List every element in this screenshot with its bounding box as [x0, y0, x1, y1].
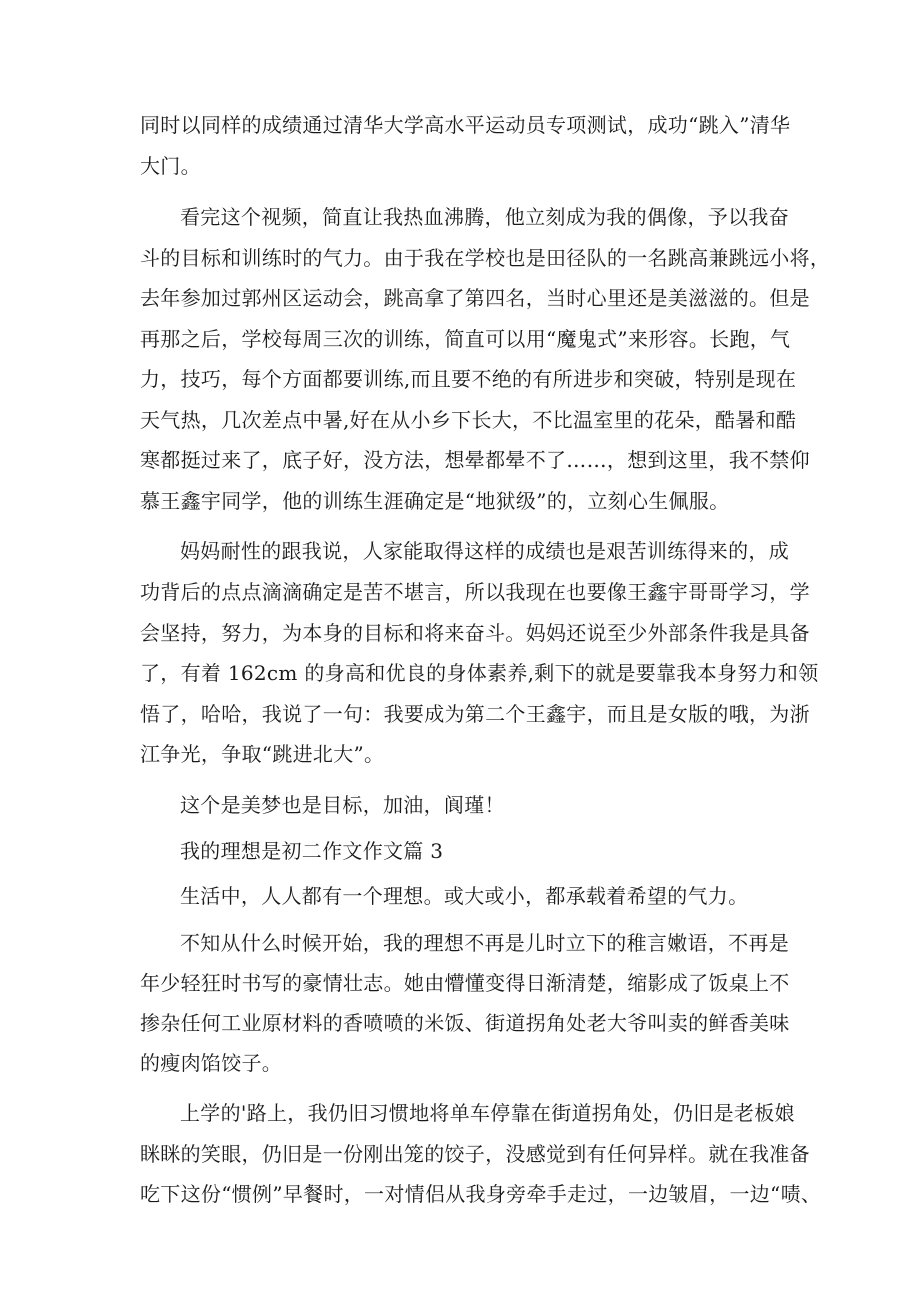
text-line: 同时以同样的成绩通过清华大学高水平运动员专项测试，成功“跳入”清华	[140, 113, 791, 137]
text-line: 吃下这份“惯例”早餐时，一对情侣从我身旁牵手走过，一边皱眉，一边“啧、	[140, 1182, 822, 1206]
paragraph-first-line: 妈妈耐性的跟我说，人家能取得这样的成绩也是艰苦训练得来的，成	[180, 539, 789, 563]
text-line: 慕王鑫宇同学，他的训练生涯确定是“地狱级”的，立刻心生佩服。	[140, 489, 730, 513]
text-line: 寒都挺过来了，底子好，没方法，想晕都晕不了……，想到这里，我不禁仰	[140, 448, 810, 472]
text-line: 再那之后，学校每周三次的训练，简直可以用“魔鬼式”来形容。长跑，气	[140, 327, 791, 351]
text-line: 功背后的点点滴滴确定是苦不堪言，所以我现在也要像王鑫宇哥哥学习，学	[140, 580, 810, 604]
paragraph-first-line: 生活中，人人都有一个理想。或大或小，都承载着希望的气力。	[180, 884, 749, 908]
paragraph-first-line: 看完这个视频，简直让我热血沸腾，他立刻成为我的偶像，予以我奋	[180, 205, 789, 229]
text-line: 眯眯的笑眼，仍旧是一份刚出笼的饺子，没感觉到有任何异样。就在我准备	[140, 1142, 810, 1166]
text-line: 悟了，哈哈，我说了一句：我要成为第二个王鑫宇，而且是女版的哦，为浙	[140, 702, 810, 726]
section-heading: 我的理想是初二作文作文篇 3	[180, 839, 444, 863]
text-line: 江争光，争取“跳进北大”。	[140, 742, 385, 766]
paragraph-first-line: 上学的'路上，我仍旧习惯地将单车停靠在街道拐角处，仍旧是老板娘	[180, 1101, 795, 1125]
text-line: 掺杂任何工业原材料的香喷喷的米饭、街道拐角处老大爷叫卖的鲜香美味	[140, 1011, 790, 1035]
text-line: 会坚持，努力，为本身的目标和将来奋斗。妈妈还说至少外部条件我是具备	[140, 621, 810, 645]
text-line: 的瘦肉馅饺子。	[140, 1051, 283, 1075]
text-line: 大门。	[140, 154, 201, 178]
text-line: 年少轻狂时书写的豪情壮志。她由懵懂变得日渐清楚，缩影成了饭桌上不	[140, 971, 790, 995]
paragraph-first-line: 不知从什么时候开始，我的理想不再是儿时立下的稚言嫩语，不再是	[180, 931, 789, 955]
text-line: 去年参加过郭州区运动会，跳高拿了第四名，当时心里还是美滋滋的。但是	[140, 286, 810, 310]
text-line: 斗的目标和训练时的气力。由于我在学校也是田径队的一名跳高兼跳远小将，	[140, 246, 831, 270]
text-line: 了，有着 162cm 的身高和优良的身体素养,剩下的就是要靠我本身努力和领	[140, 661, 819, 685]
paragraph-first-line: 这个是美梦也是目标，加油，阆瑾！	[180, 793, 505, 817]
text-line: 天气热，几次差点中暑,好在从小乡下长大，不比温室里的花朵，酷暑和酷	[140, 408, 797, 432]
text-line: 力，技巧，每个方面都要训练,而且要不绝的有所进步和突破，特别是现在	[140, 367, 797, 391]
